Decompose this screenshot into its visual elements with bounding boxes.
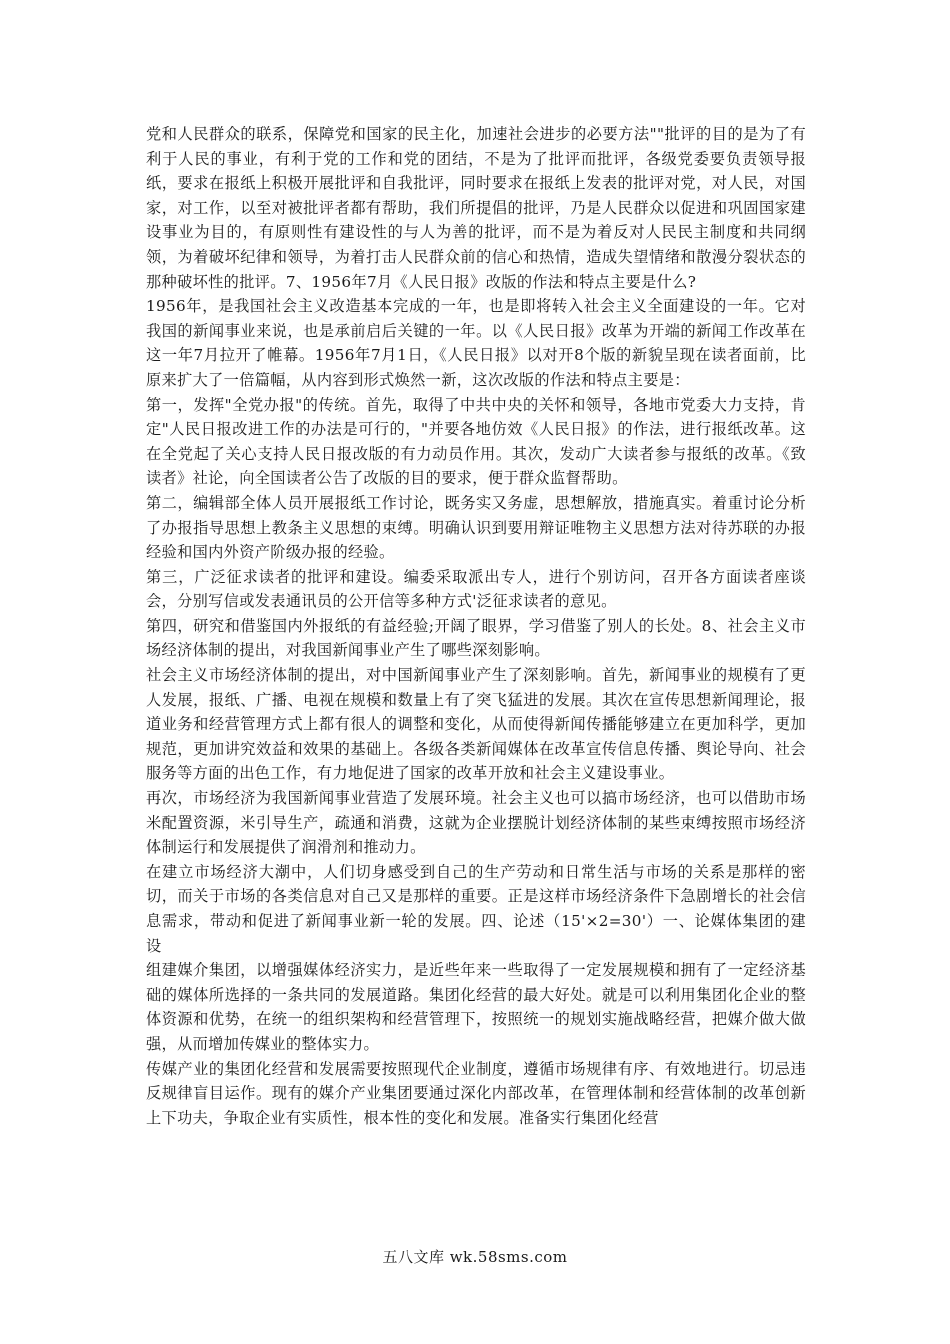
paragraph-7: 社会主义市场经济体制的提出，对中国新闻事业产生了深刻影响。首先，新闻事业的规模有了更人发展，报纸、广播、电视在规模和数量上有了突飞猛进的发展。其次在宣传思想新闻理论，报道业务和经营管理方式上都有很人的调整和变化，从而使得新闻传播能够建立在更加科学，更加规范，更加讲究效益和效果的基础上。各级各类新闻媒体在改革宣传信息传播、舆论导向、社会服务等方面的出色工作，有力地促进了国家的改革开放和社会主义建设事业。 [146,666,806,783]
paragraph-1: 党和人民群众的联系，保障党和国家的民主化，加速社会进步的必要方法""批评的目的是为了有利于人民的事业，有利于党的工作和党的团结，不是为了批评而批评，各级党委要负责领导报纸，要求在报纸上积极开展批评和自我批评，同时要求在报纸上发表的批评对党，对人民，对国家，对工作，以至对被批评者都有帮助，我们所提倡的批评，乃是人民群众以促进和巩固国家建设事业为目的，有原则性有建设性的与人为善的批评，而不是为着反对人民民主制度和共同纲领，为着破坏纪律和领导，为着打击人民群众前的信心和热情，造成失望情绪和散漫分裂状态的那种破坏性的批评。7、1956年7月《人民日报》改版的作法和特点主要是什么? [146,125,806,291]
paragraph-4: 第二，编辑部全体人员开展报纸工作讨论，既务实又务虚，思想解放，措施真实。着重讨论分析了办报指导思想上教条主义思想的束缚。明确认识到要用辩证唯物主义思想方法对待苏联的办报经验和国内外资产阶级办报的经验。 [146,493,806,562]
paragraph-8: 再次，市场经济为我国新闻事业营造了发展环境。社会主义也可以搞市场经济，也可以借助市场米配置资源，米引导生产，疏通和消费，这就为企业摆脱计划经济体制的某些束缚按照市场经济体制运行和发展提供了润滑剂和推动力。 [146,789,806,857]
paragraph-10: 组建媒介集团，以增强媒体经济实力，是近些年来一些取得了一定发展规模和拥有了一定经济基础的媒体所选择的一条共同的发展道路。集团化经营的最大好处。就是可以利用集团化企业的整体资源和优势，在统一的组织架构和经营管理下，按照统一的规划实施战略经营，把媒介做大做强，从而增加传媒业的整体实力。 [146,961,806,1053]
document-body [146,122,806,1130]
paragraph-11: 传媒产业的集团化经营和发展需要按照现代企业制度，遵循市场规律有序、有效地进行。切忌违反规律盲目运作。现有的媒介产业集团要通过深化内部改革，在管理体制和经营体制的改革创新上下功夫，争取企业有实质性，根本性的变化和发展。准备实行集团化经营 [146,1059,806,1127]
page-footer: 五八文库 wk.58sms.com [382,1248,568,1266]
paragraph-2: 1956年，是我国社会主义改造基本完成的一年，也是即将转入社会主义全面建设的一年。它对我国的新闻事业来说，也是承前启后关键的一年。以《人民日报》改革为开端的新闻工作改革在这一年7月拉开了帷幕。1956年7月1日，《人民日报》以对开8个版的新貌呈现在读者面前，比原来扩大了一倍篇幅，从内容到形式焕然一新，这次改版的作法和特点主要是： [146,297,806,389]
paragraph-5: 第三，广泛征求读者的批评和建设。编委采取派出专人，进行个别访问，召开各方面读者座谈会，分别写信或发表通讯员的公开信等多种方式'泛征求读者的意见。 [146,567,806,611]
paragraph-6: 第四，研究和借鉴国内外报纸的有益经验;开阔了眼界，学习借鉴了别人的长处。8、社会主义市场经济体制的提出，对我国新闻事业产生了哪些深刻影响。 [146,616,806,660]
paragraph-3: 第一，发挥"全党办报"的传统。首先，取得了中共中央的关怀和领导，各地市党委大力支持，肯定"人民日报改进工作的办法是可行的，"并要各地仿效《人民日报》的作法，进行报纸改革。这在全党起了关心支持人民日报改版的有力动员作用。其次，发动广大读者参与报纸的改革。《致读者》社论，向全国读者公告了改版的目的要求，便于群众监督帮助。 [146,395,806,488]
paragraph-9: 在建立市场经济大潮中，人们切身感受到自己的生产劳动和日常生活与市场的关系是那样的密切，而关于市场的各类信息对自己又是那样的重要。正是这样市场经济条件下急剧增长的社会信息需求，带动和促进了新闻事业新一轮的发展。四、论述（15'×2=30'）一、论媒体集团的建设 [146,862,806,955]
